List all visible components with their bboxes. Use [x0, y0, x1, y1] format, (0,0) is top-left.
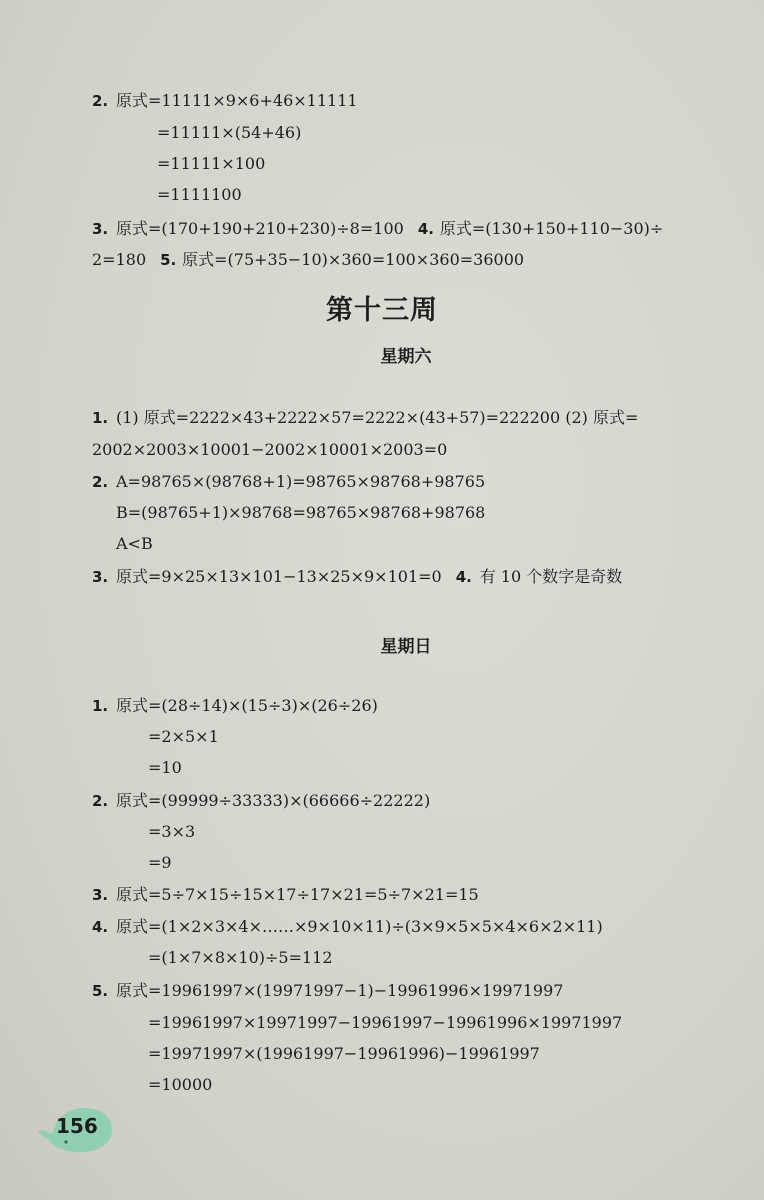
answer-text: 原式=(130+150+110−30)÷	[439, 219, 664, 238]
answer-text: 2=180	[92, 250, 147, 269]
saturday-heading: 星期六	[380, 347, 432, 367]
q4-cont-q5-line	[92, 250, 524, 270]
sat-q2-line-3: A<B	[116, 534, 153, 553]
page-number: 156	[56, 1114, 98, 1138]
q2-line-3: =11111×100	[157, 154, 266, 173]
sat-q3-q4-line	[92, 567, 622, 587]
answer-text: A=98765×(98768+1)=98765×98768+98765	[116, 472, 486, 491]
sun-q5-line-2: =19961997×19971997−19961997−19961996×19971997	[148, 1013, 623, 1032]
sat-q2-line-2: B=(98765+1)×98768=98765×98768+98768	[116, 503, 486, 522]
question-number: 4.	[455, 568, 472, 586]
answer-text: 有 10 个数字是奇数	[479, 567, 623, 586]
q2-line-2: =11111×(54+46)	[157, 123, 302, 142]
question-number: 2.	[92, 473, 109, 491]
question-number: 4.	[417, 220, 434, 238]
sun-q2-line-3: =9	[148, 853, 172, 872]
answer-text: 原式=9×25×13×101−13×25×9×101=0	[116, 567, 442, 586]
sun-q2-line-2: =3×3	[148, 822, 196, 841]
sun-q3-line	[92, 885, 479, 905]
sunday-heading: 星期日	[380, 637, 432, 657]
question-number: 5.	[92, 982, 109, 1000]
q2-line-1	[92, 91, 358, 111]
question-number: 2.	[92, 92, 109, 110]
answer-text: 原式=(170+190+210+230)÷8=100	[116, 219, 404, 238]
answer-text: 原式=19961997×(19971997−1)−19961996×19971997	[116, 981, 564, 1000]
sun-q1-line-2: =2×5×1	[148, 727, 219, 746]
sun-q1-line-1	[92, 696, 378, 716]
answer-text: (1) 原式=2222×43+2222×57=2222×(43+57)=222200 (2) 原式=	[116, 408, 639, 427]
question-number: 1.	[92, 697, 109, 715]
question-number: 3.	[92, 568, 109, 586]
sun-q4-line-1	[92, 917, 603, 937]
answer-text: 原式=(1×2×3×4×……×9×10×11)÷(3×9×5×5×4×6×2×11)	[116, 917, 603, 936]
answer-text: 原式=(28÷14)×(15÷3)×(26÷26)	[116, 696, 378, 715]
sat-q1-line-1	[92, 408, 638, 428]
question-number: 1.	[92, 409, 109, 427]
question-number: 4.	[92, 918, 109, 936]
sat-q2-line-1	[92, 472, 485, 492]
question-number: 3.	[92, 886, 109, 904]
sun-q5-line-3: =19971997×(19961997−19961996)−19961997	[148, 1044, 540, 1063]
answer-text: 原式=(75+35−10)×360=100×360=36000	[182, 250, 525, 269]
question-number: 2.	[92, 792, 109, 810]
answer-text: 原式=(99999÷33333)×(66666÷22222)	[116, 791, 431, 810]
question-number: 3.	[92, 220, 109, 238]
sun-q4-line-2: =(1×7×8×10)÷5=112	[148, 948, 333, 967]
sun-q1-line-3: =10	[148, 758, 182, 777]
week-title: 第十三周	[326, 295, 438, 326]
sun-q5-line-4: =10000	[148, 1075, 213, 1094]
sun-q5-line-1	[92, 981, 563, 1001]
sat-q1-line-2: 2002×2003×10001−2002×10001×2003=0	[92, 440, 448, 459]
q3-q4-line	[92, 219, 663, 239]
q2-line-4: =1111100	[157, 185, 242, 204]
answer-text: 原式=5÷7×15÷15×17÷17×21=5÷7×21=15	[116, 885, 479, 904]
sun-q2-line-1	[92, 791, 430, 811]
answer-text: 原式=11111×9×6+46×11111	[116, 91, 358, 110]
question-number: 5.	[160, 251, 177, 269]
